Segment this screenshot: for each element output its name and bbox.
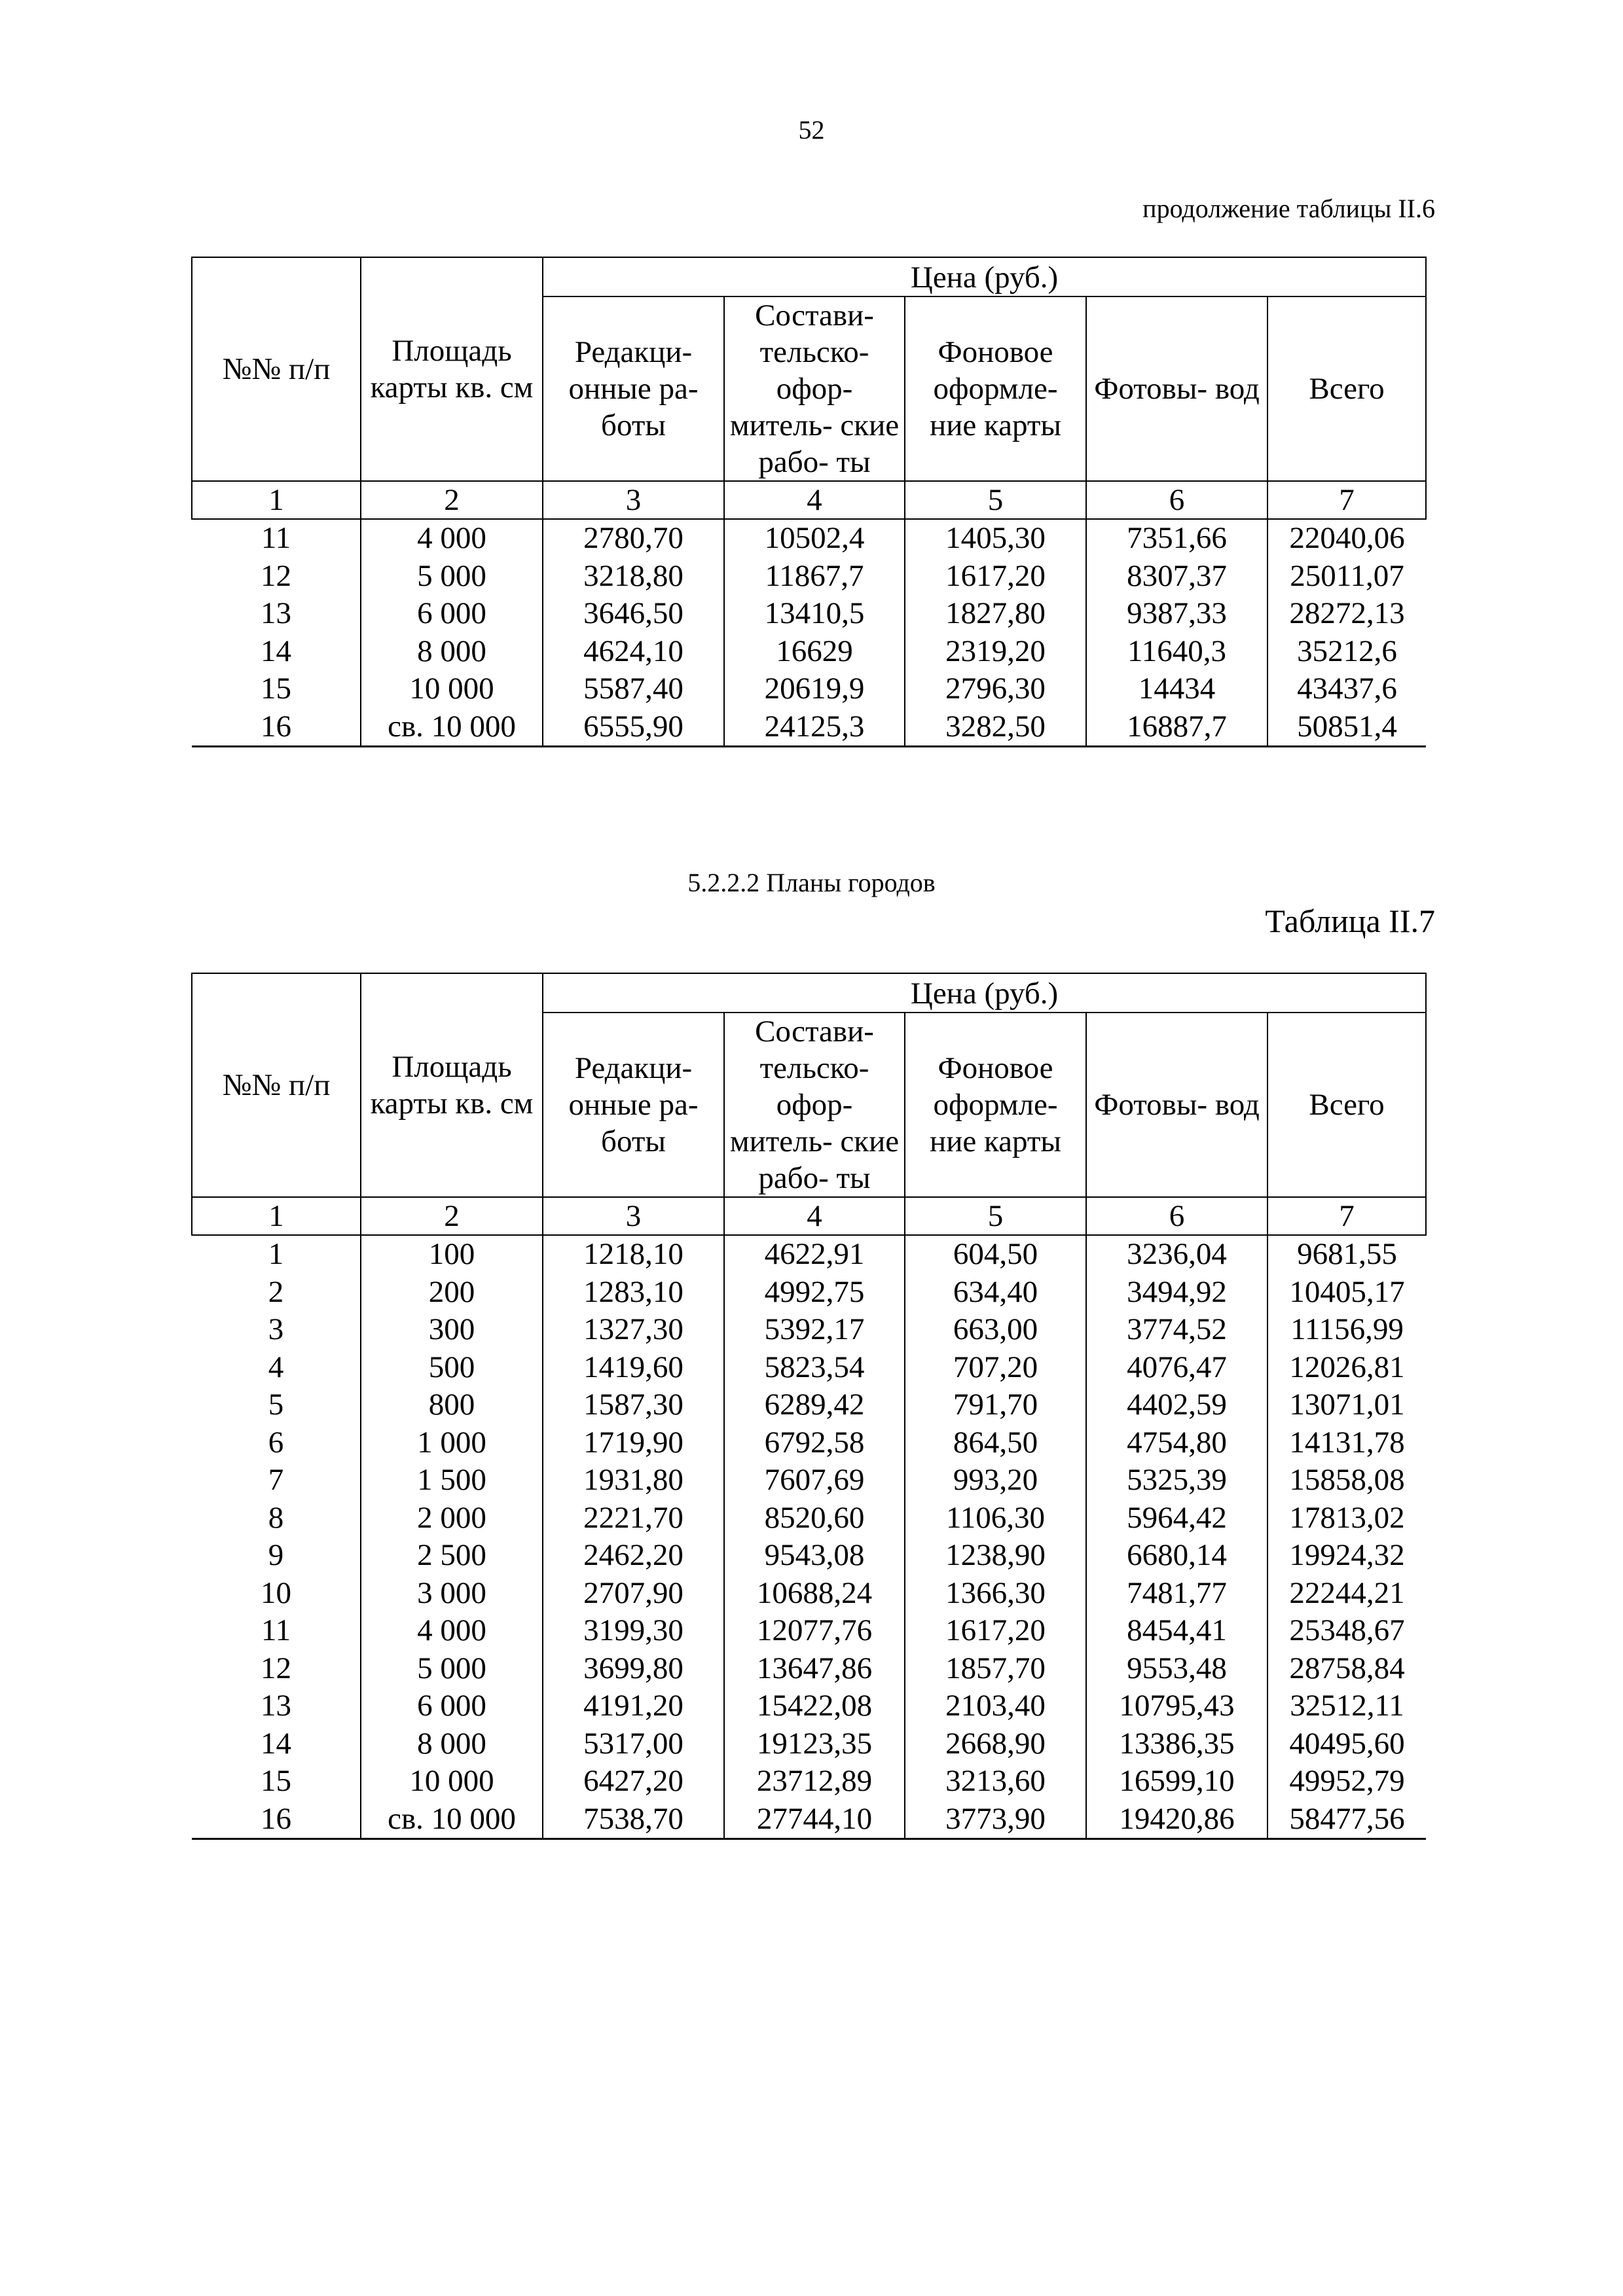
total-cell: 15858,08	[1267, 1462, 1426, 1499]
col-number: 1	[192, 481, 361, 519]
photo-output-cell: 4076,47	[1086, 1349, 1267, 1387]
area-cell: 1 000	[361, 1424, 543, 1462]
row-number-cell: 3	[192, 1311, 361, 1349]
photo-output-cell: 7481,77	[1086, 1575, 1267, 1613]
table-row	[192, 519, 1426, 558]
header-photo-output: Фотовы- вод	[1086, 1013, 1267, 1197]
area-cell: 500	[361, 1349, 543, 1387]
compiling-cell: 24125,3	[724, 708, 905, 747]
row-number-cell: 13	[192, 1687, 361, 1725]
editorial-cell: 6555,90	[543, 708, 724, 747]
area-cell: 100	[361, 1235, 543, 1274]
photo-output-cell: 8307,37	[1086, 558, 1267, 596]
area-cell: св. 10 000	[361, 708, 543, 747]
table-row	[192, 1235, 1426, 1274]
editorial-cell: 3646,50	[543, 595, 724, 633]
photo-output-cell: 4402,59	[1086, 1386, 1267, 1424]
row-number-cell: 8	[192, 1499, 361, 1537]
area-cell: 5 000	[361, 558, 543, 596]
compiling-cell: 10502,4	[724, 519, 905, 558]
background-cell: 604,50	[905, 1235, 1086, 1274]
editorial-cell: 5317,00	[543, 1725, 724, 1763]
col-number: 7	[1267, 1197, 1426, 1235]
editorial-cell: 5587,40	[543, 670, 724, 708]
area-cell: 300	[361, 1311, 543, 1349]
background-cell: 1405,30	[905, 519, 1086, 558]
table-row	[192, 1424, 1426, 1462]
total-cell: 13071,01	[1267, 1386, 1426, 1424]
area-cell: 4 000	[361, 1612, 543, 1650]
total-cell: 43437,6	[1267, 670, 1426, 708]
table-row	[192, 1763, 1426, 1801]
row-number-cell: 4	[192, 1349, 361, 1387]
table-row	[192, 558, 1426, 596]
area-cell: 800	[361, 1386, 543, 1424]
background-cell: 1366,30	[905, 1575, 1086, 1613]
table-row	[192, 1274, 1426, 1312]
background-cell: 3773,90	[905, 1801, 1086, 1839]
table-body	[192, 1235, 1426, 1839]
background-cell: 3213,60	[905, 1763, 1086, 1801]
editorial-cell: 7538,70	[543, 1801, 724, 1839]
background-cell: 1617,20	[905, 558, 1086, 596]
table-row	[192, 1650, 1426, 1688]
total-cell: 28272,13	[1267, 595, 1426, 633]
background-cell: 864,50	[905, 1424, 1086, 1462]
compiling-cell: 6289,42	[724, 1386, 905, 1424]
total-cell: 58477,56	[1267, 1801, 1426, 1839]
photo-output-cell: 7351,66	[1086, 519, 1267, 558]
table-row	[192, 1687, 1426, 1725]
total-cell: 50851,4	[1267, 708, 1426, 747]
compiling-cell: 13410,5	[724, 595, 905, 633]
total-cell: 35212,6	[1267, 633, 1426, 671]
area-cell: 2 000	[361, 1499, 543, 1537]
editorial-cell: 2462,20	[543, 1537, 724, 1575]
header-area: Площадь карты кв. см	[361, 973, 543, 1197]
area-cell: 1 500	[361, 1462, 543, 1499]
row-number-cell: 12	[192, 1650, 361, 1688]
header-number: №№ п/п	[192, 257, 361, 481]
table-row	[192, 1462, 1426, 1499]
photo-output-cell: 14434	[1086, 670, 1267, 708]
table-row	[192, 633, 1426, 671]
photo-output-cell: 9387,33	[1086, 595, 1267, 633]
photo-output-cell: 16887,7	[1086, 708, 1267, 747]
compiling-cell: 4992,75	[724, 1274, 905, 1312]
section-title: 5.2.2.2 Планы городов	[687, 868, 936, 897]
row-number-cell: 6	[192, 1424, 361, 1462]
area-cell: св. 10 000	[361, 1801, 543, 1839]
compiling-cell: 6792,58	[724, 1424, 905, 1462]
total-cell: 22244,21	[1267, 1575, 1426, 1613]
table-row	[192, 1575, 1426, 1613]
col-number: 3	[543, 481, 724, 519]
photo-output-cell: 4754,80	[1086, 1424, 1267, 1462]
background-cell: 1827,80	[905, 595, 1086, 633]
background-cell: 2319,20	[905, 633, 1086, 671]
row-number-cell: 11	[192, 519, 361, 558]
editorial-cell: 1283,10	[543, 1274, 724, 1312]
row-number-cell: 15	[192, 670, 361, 708]
header-editorial: Редакци- онные ра- боты	[543, 296, 724, 481]
col-number: 4	[724, 1197, 905, 1235]
background-cell: 2796,30	[905, 670, 1086, 708]
photo-output-cell: 9553,48	[1086, 1650, 1267, 1688]
row-number-cell: 2	[192, 1274, 361, 1312]
photo-output-cell: 16599,10	[1086, 1763, 1267, 1801]
total-cell: 25348,67	[1267, 1612, 1426, 1650]
table-body	[192, 519, 1426, 747]
total-cell: 10405,17	[1267, 1274, 1426, 1312]
area-cell: 8 000	[361, 1725, 543, 1763]
header-background: Фоновое оформле- ние карты	[905, 296, 1086, 481]
row-number-cell: 5	[192, 1386, 361, 1424]
header-area: Площадь карты кв. см	[361, 257, 543, 481]
background-cell: 1238,90	[905, 1537, 1086, 1575]
compiling-cell: 16629	[724, 633, 905, 671]
area-cell: 5 000	[361, 1650, 543, 1688]
photo-output-cell: 10795,43	[1086, 1687, 1267, 1725]
photo-output-cell: 3494,92	[1086, 1274, 1267, 1312]
row-number-cell: 13	[192, 595, 361, 633]
header-number: №№ п/п	[192, 973, 361, 1197]
compiling-cell: 5823,54	[724, 1349, 905, 1387]
editorial-cell: 3218,80	[543, 558, 724, 596]
editorial-cell: 1931,80	[543, 1462, 724, 1499]
editorial-cell: 1587,30	[543, 1386, 724, 1424]
table-continuation-label: продолжение таблицы II.6	[1142, 194, 1435, 223]
table-row	[192, 1349, 1426, 1387]
price-table-ii-6	[191, 257, 1427, 747]
row-number-cell: 14	[192, 633, 361, 671]
col-number: 1	[192, 1197, 361, 1235]
editorial-cell: 4191,20	[543, 1687, 724, 1725]
background-cell: 1617,20	[905, 1612, 1086, 1650]
total-cell: 11156,99	[1267, 1311, 1426, 1349]
table-row	[192, 670, 1426, 708]
photo-output-cell: 3774,52	[1086, 1311, 1267, 1349]
row-number-cell: 1	[192, 1235, 361, 1274]
header-background: Фоновое оформле- ние карты	[905, 1013, 1086, 1197]
row-number-cell: 9	[192, 1537, 361, 1575]
area-cell: 3 000	[361, 1575, 543, 1613]
compiling-cell: 4622,91	[724, 1235, 905, 1274]
row-number-cell: 14	[192, 1725, 361, 1763]
area-cell: 10 000	[361, 1763, 543, 1801]
header-photo-output: Фотовы- вод	[1086, 296, 1267, 481]
total-cell: 12026,81	[1267, 1349, 1426, 1387]
col-number: 2	[361, 1197, 543, 1235]
table-caption: Таблица II.7	[1265, 903, 1435, 939]
compiling-cell: 10688,24	[724, 1575, 905, 1613]
compiling-cell: 19123,35	[724, 1725, 905, 1763]
compiling-cell: 12077,76	[724, 1612, 905, 1650]
editorial-cell: 2221,70	[543, 1499, 724, 1537]
editorial-cell: 4624,10	[543, 633, 724, 671]
editorial-cell: 3699,80	[543, 1650, 724, 1688]
compiling-cell: 5392,17	[724, 1311, 905, 1349]
photo-output-cell: 3236,04	[1086, 1235, 1267, 1274]
photo-output-cell: 6680,14	[1086, 1537, 1267, 1575]
compiling-cell: 11867,7	[724, 558, 905, 596]
background-cell: 663,00	[905, 1311, 1086, 1349]
compiling-cell: 27744,10	[724, 1801, 905, 1839]
area-cell: 8 000	[361, 633, 543, 671]
col-number: 2	[361, 481, 543, 519]
header-price-group: Цена (руб.)	[543, 257, 1426, 296]
compiling-cell: 13647,86	[724, 1650, 905, 1688]
editorial-cell: 1419,60	[543, 1349, 724, 1387]
compiling-cell: 7607,69	[724, 1462, 905, 1499]
col-number: 4	[724, 481, 905, 519]
price-table-ii-7	[191, 973, 1427, 1840]
row-number-cell: 10	[192, 1575, 361, 1613]
editorial-cell: 6427,20	[543, 1763, 724, 1801]
table-row	[192, 595, 1426, 633]
row-number-cell: 16	[192, 1801, 361, 1839]
col-number: 3	[543, 1197, 724, 1235]
total-cell: 25011,07	[1267, 558, 1426, 596]
table-row	[192, 1612, 1426, 1650]
editorial-cell: 3199,30	[543, 1612, 724, 1650]
compiling-cell: 15422,08	[724, 1687, 905, 1725]
editorial-cell: 1719,90	[543, 1424, 724, 1462]
col-number: 5	[905, 1197, 1086, 1235]
row-number-cell: 7	[192, 1462, 361, 1499]
area-cell: 2 500	[361, 1537, 543, 1575]
photo-output-cell: 8454,41	[1086, 1612, 1267, 1650]
area-cell: 6 000	[361, 595, 543, 633]
header-total: Всего	[1267, 1013, 1426, 1197]
table-row	[192, 1499, 1426, 1537]
table-row	[192, 1311, 1426, 1349]
background-cell: 634,40	[905, 1274, 1086, 1312]
row-number-cell: 15	[192, 1763, 361, 1801]
editorial-cell: 1327,30	[543, 1311, 724, 1349]
background-cell: 2668,90	[905, 1725, 1086, 1763]
header-total: Всего	[1267, 296, 1426, 481]
table-row	[192, 1725, 1426, 1763]
photo-output-cell: 19420,86	[1086, 1801, 1267, 1839]
photo-output-cell: 5325,39	[1086, 1462, 1267, 1499]
table-row	[192, 1386, 1426, 1424]
background-cell: 707,20	[905, 1349, 1086, 1387]
area-cell: 4 000	[361, 519, 543, 558]
header-compiling: Состави- тельско- офор- митель- ские рабо- ты	[724, 1013, 905, 1197]
col-number: 5	[905, 481, 1086, 519]
table-row	[192, 708, 1426, 747]
background-cell: 993,20	[905, 1462, 1086, 1499]
compiling-cell: 8520,60	[724, 1499, 905, 1537]
total-cell: 28758,84	[1267, 1650, 1426, 1688]
editorial-cell: 2707,90	[543, 1575, 724, 1613]
background-cell: 1857,70	[905, 1650, 1086, 1688]
col-number: 6	[1086, 1197, 1267, 1235]
page-number: 52	[798, 115, 825, 145]
table-row	[192, 1801, 1426, 1839]
photo-output-cell: 5964,42	[1086, 1499, 1267, 1537]
compiling-cell: 20619,9	[724, 670, 905, 708]
total-cell: 14131,78	[1267, 1424, 1426, 1462]
header-price-group: Цена (руб.)	[543, 973, 1426, 1013]
total-cell: 9681,55	[1267, 1235, 1426, 1274]
total-cell: 49952,79	[1267, 1763, 1426, 1801]
area-cell: 10 000	[361, 670, 543, 708]
row-number-cell: 12	[192, 558, 361, 596]
background-cell: 1106,30	[905, 1499, 1086, 1537]
total-cell: 32512,11	[1267, 1687, 1426, 1725]
row-number-cell: 16	[192, 708, 361, 747]
photo-output-cell: 11640,3	[1086, 633, 1267, 671]
editorial-cell: 2780,70	[543, 519, 724, 558]
area-cell: 200	[361, 1274, 543, 1312]
compiling-cell: 23712,89	[724, 1763, 905, 1801]
background-cell: 791,70	[905, 1386, 1086, 1424]
editorial-cell: 1218,10	[543, 1235, 724, 1274]
background-cell: 2103,40	[905, 1687, 1086, 1725]
total-cell: 17813,02	[1267, 1499, 1426, 1537]
header-compiling: Состави- тельско- офор- митель- ские рабо- ты	[724, 296, 905, 481]
total-cell: 40495,60	[1267, 1725, 1426, 1763]
area-cell: 6 000	[361, 1687, 543, 1725]
total-cell: 19924,32	[1267, 1537, 1426, 1575]
col-number: 7	[1267, 481, 1426, 519]
col-number: 6	[1086, 481, 1267, 519]
row-number-cell: 11	[192, 1612, 361, 1650]
header-editorial: Редакци- онные ра- боты	[543, 1013, 724, 1197]
photo-output-cell: 13386,35	[1086, 1725, 1267, 1763]
table-row	[192, 1537, 1426, 1575]
background-cell: 3282,50	[905, 708, 1086, 747]
compiling-cell: 9543,08	[724, 1537, 905, 1575]
total-cell: 22040,06	[1267, 519, 1426, 558]
